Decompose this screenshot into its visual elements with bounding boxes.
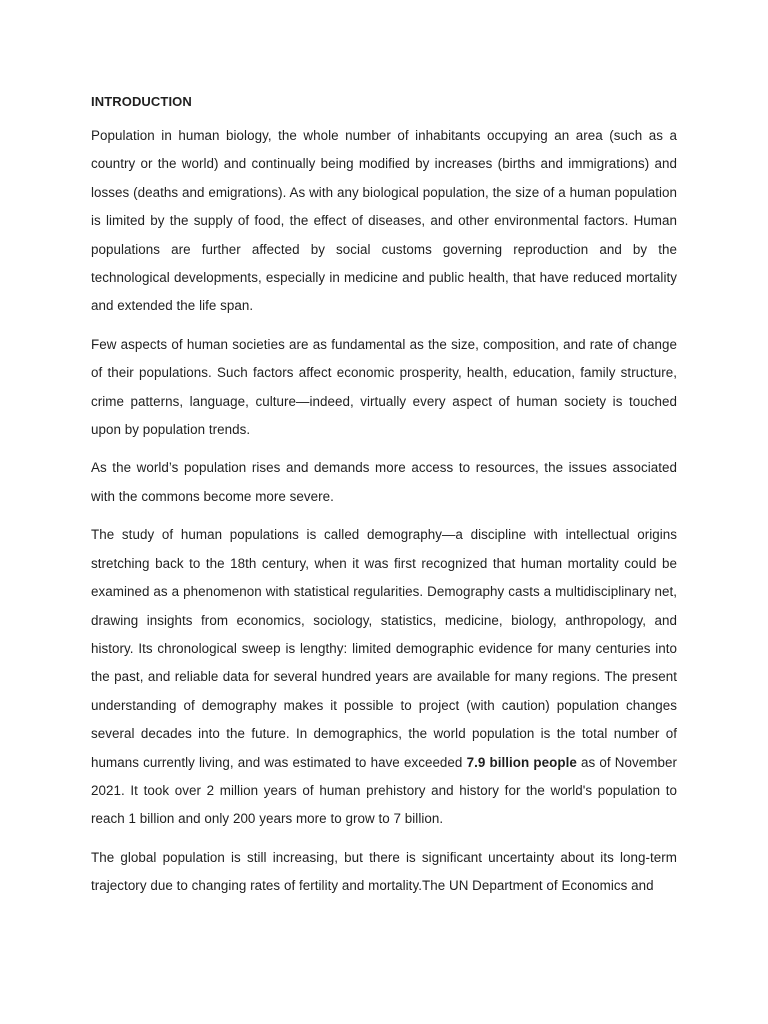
world-population-highlight: 7.9 billion people bbox=[466, 754, 577, 770]
demography-text-end: as of November 2021. It took over 2 million years of human prehistory and history for the world's population to reach 1 billion and only 200 years more to grow to 7 billion. bbox=[91, 754, 677, 827]
document-page bbox=[91, 92, 677, 911]
paragraph-population-definition: Population in human biology, the whole number of inhabitants occupying an area (such as a country or the world) and continually being modified by increases (births and immigrations) and losses (deaths and emigrations). As with any biological population, the size of a human population is limited by the supply of food, the effect of diseases, and other environmental factors. Human populations are further affected by social customs governing reproduction and by the technological developments, especially in medicine and public health, that have reduced mortality and extended the life span. bbox=[91, 128, 677, 314]
paragraph-resources: As the world’s population rises and demands more access to resources, the issues associated with the commons become more severe. bbox=[91, 460, 677, 504]
paragraph-demography bbox=[91, 521, 677, 833]
section-heading: INTRODUCTION bbox=[91, 94, 192, 109]
paragraph-global-trajectory: The global population is still increasing, but there is significant uncertainty about its long-term trajectory due to changing rates of fertility and mortality.The UN Department of Economics and bbox=[91, 849, 677, 894]
paragraph-societal-aspects: Few aspects of human societies are as fundamental as the size, composition, and rate of change of their populations. Such factors affect economic prosperity, health, education, family structure, crime patterns, language, culture—indeed, virtually every aspect of human society is touched upon by population trends. bbox=[91, 336, 677, 438]
demography-text-start: The study of human populations is called demography—a discipline with intellectual origins stretching back to the 18th century, when it was first recognized that human mortality could be examined as a phenomenon with statistical regularities. Demography casts a multidisciplinary net, drawing insights from economics, sociology, statistics, medicine, biology, anthropology, and history. Its chronological sweep is lengthy: limited demographic evidence for many centuries into the past, and reliable data for several hundred years are available for many regions. The present understanding of demography makes it possible to project (with caution) population changes several decades into the future. In demographics, the world population is the total number of humans currently living, and was estimated to have exceeded bbox=[91, 527, 677, 770]
